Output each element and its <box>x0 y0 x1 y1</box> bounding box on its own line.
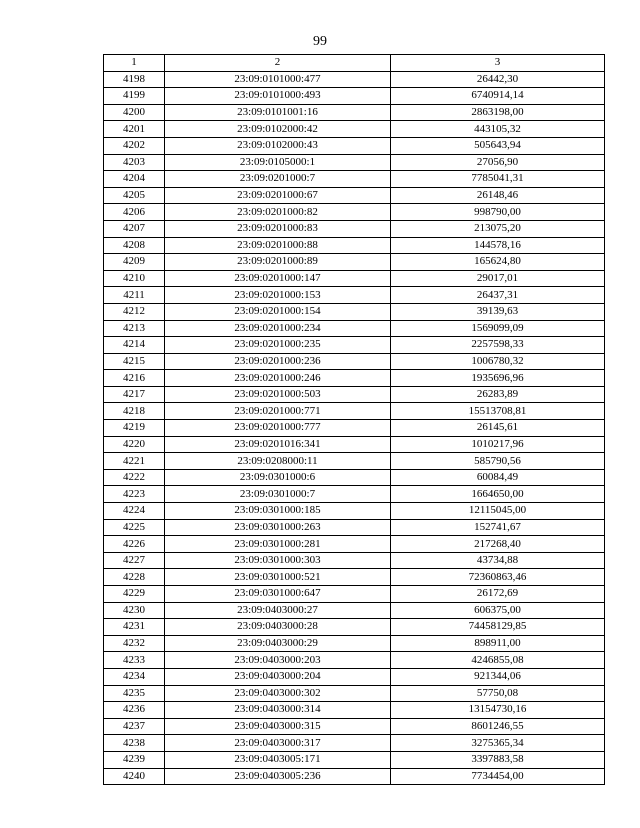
cadastral-number-cell: 23:09:0403000:314 <box>165 702 391 719</box>
cadastral-value-cell: 921344,06 <box>391 668 605 685</box>
cadastral-value-cell: 606375,00 <box>391 602 605 619</box>
cadastral-value-cell: 3397883,58 <box>391 751 605 768</box>
cadastral-value-cell: 152741,67 <box>391 519 605 536</box>
table-row <box>104 635 605 652</box>
row-number-cell: 4218 <box>104 403 165 420</box>
cadastral-number-cell: 23:09:0403005:236 <box>165 768 391 785</box>
cadastral-value-cell: 7734454,00 <box>391 768 605 785</box>
cadastral-number-cell: 23:09:0201000:235 <box>165 337 391 354</box>
table-row <box>104 486 605 503</box>
table-row <box>104 187 605 204</box>
row-number-cell: 4228 <box>104 569 165 586</box>
row-number-cell: 4233 <box>104 652 165 669</box>
cadastral-value-cell: 6740914,14 <box>391 88 605 105</box>
cadastral-value-cell: 217268,40 <box>391 536 605 553</box>
table-row <box>104 370 605 387</box>
row-number-cell: 4230 <box>104 602 165 619</box>
table-row <box>104 204 605 221</box>
cadastral-value-cell: 26148,46 <box>391 187 605 204</box>
cadastral-number-cell: 23:09:0301000:521 <box>165 569 391 586</box>
table-row <box>104 403 605 420</box>
cadastral-value-cell: 74458129,85 <box>391 619 605 636</box>
cadastral-number-cell: 23:09:0403000:27 <box>165 602 391 619</box>
table-row <box>104 220 605 237</box>
row-number-cell: 4212 <box>104 303 165 320</box>
row-number-cell: 4209 <box>104 254 165 271</box>
table-body <box>104 71 605 785</box>
row-number-cell: 4232 <box>104 635 165 652</box>
table-row <box>104 320 605 337</box>
cadastral-number-cell: 23:09:0201016:341 <box>165 436 391 453</box>
table-row <box>104 154 605 171</box>
row-number-cell: 4238 <box>104 735 165 752</box>
row-number-cell: 4202 <box>104 137 165 154</box>
row-number-cell: 4201 <box>104 121 165 138</box>
row-number-cell: 4229 <box>104 586 165 603</box>
table-row <box>104 420 605 437</box>
cadastral-value-cell: 26437,31 <box>391 287 605 304</box>
cadastral-value-cell: 60084,49 <box>391 469 605 486</box>
cadastral-number-cell: 23:09:0403005:171 <box>165 751 391 768</box>
cadastral-number-cell: 23:09:0201000:82 <box>165 204 391 221</box>
table-row <box>104 436 605 453</box>
cadastral-value-cell: 4246855,08 <box>391 652 605 669</box>
column-header-2: 2 <box>165 55 391 72</box>
cadastral-value-cell: 26283,89 <box>391 386 605 403</box>
row-number-cell: 4198 <box>104 71 165 88</box>
table-row <box>104 254 605 271</box>
cadastral-value-cell: 585790,56 <box>391 453 605 470</box>
table-row <box>104 552 605 569</box>
cadastral-value-cell: 27056,90 <box>391 154 605 171</box>
row-number-cell: 4240 <box>104 768 165 785</box>
row-number-cell: 4203 <box>104 154 165 171</box>
cadastral-value-cell: 505643,94 <box>391 137 605 154</box>
cadastral-value-cell: 43734,88 <box>391 552 605 569</box>
cadastral-number-cell: 23:09:0201000:7 <box>165 171 391 188</box>
row-number-cell: 4227 <box>104 552 165 569</box>
table-row <box>104 619 605 636</box>
cadastral-value-cell: 7785041,31 <box>391 171 605 188</box>
row-number-cell: 4226 <box>104 536 165 553</box>
cadastral-number-cell: 23:09:0101000:493 <box>165 88 391 105</box>
cadastral-number-cell: 23:09:0301000:7 <box>165 486 391 503</box>
cadastral-number-cell: 23:09:0102000:43 <box>165 137 391 154</box>
cadastral-value-cell: 1569099,09 <box>391 320 605 337</box>
cadastral-value-table <box>103 54 605 785</box>
row-number-cell: 4217 <box>104 386 165 403</box>
table-row <box>104 519 605 536</box>
row-number-cell: 4204 <box>104 171 165 188</box>
table-row <box>104 104 605 121</box>
cadastral-value-cell: 1935696,96 <box>391 370 605 387</box>
table-row <box>104 685 605 702</box>
cadastral-value-cell: 15513708,81 <box>391 403 605 420</box>
table-row <box>104 718 605 735</box>
table-row <box>104 453 605 470</box>
table-row <box>104 386 605 403</box>
cadastral-number-cell: 23:09:0201000:236 <box>165 353 391 370</box>
row-number-cell: 4236 <box>104 702 165 719</box>
table-row <box>104 337 605 354</box>
row-number-cell: 4206 <box>104 204 165 221</box>
cadastral-number-cell: 23:09:0301000:303 <box>165 552 391 569</box>
cadastral-number-cell: 23:09:0201000:88 <box>165 237 391 254</box>
cadastral-number-cell: 23:09:0403000:29 <box>165 635 391 652</box>
cadastral-number-cell: 23:09:0201000:67 <box>165 187 391 204</box>
table-row <box>104 503 605 520</box>
cadastral-number-cell: 23:09:0301000:6 <box>165 469 391 486</box>
column-header-1: 1 <box>104 55 165 72</box>
cadastral-value-cell: 13154730,16 <box>391 702 605 719</box>
cadastral-value-cell: 898911,00 <box>391 635 605 652</box>
table-row <box>104 569 605 586</box>
table-row <box>104 137 605 154</box>
row-number-cell: 4221 <box>104 453 165 470</box>
table-header <box>104 55 605 72</box>
cadastral-value-cell: 12115045,00 <box>391 503 605 520</box>
row-number-cell: 4205 <box>104 187 165 204</box>
cadastral-number-cell: 23:09:0201000:89 <box>165 254 391 271</box>
table-row <box>104 469 605 486</box>
cadastral-value-cell: 1010217,96 <box>391 436 605 453</box>
cadastral-number-cell: 23:09:0201000:83 <box>165 220 391 237</box>
cadastral-value-cell: 1664650,00 <box>391 486 605 503</box>
table-row <box>104 668 605 685</box>
cadastral-value-cell: 2863198,00 <box>391 104 605 121</box>
row-number-cell: 4235 <box>104 685 165 702</box>
cadastral-number-cell: 23:09:0201000:771 <box>165 403 391 420</box>
row-number-cell: 4208 <box>104 237 165 254</box>
column-header-3: 3 <box>391 55 605 72</box>
cadastral-value-cell: 1006780,32 <box>391 353 605 370</box>
cadastral-number-cell: 23:09:0301000:263 <box>165 519 391 536</box>
cadastral-value-cell: 165624,80 <box>391 254 605 271</box>
table-row <box>104 270 605 287</box>
cadastral-value-cell: 26172,69 <box>391 586 605 603</box>
table-row <box>104 121 605 138</box>
table-row <box>104 88 605 105</box>
cadastral-value-cell: 26442,30 <box>391 71 605 88</box>
row-number-cell: 4224 <box>104 503 165 520</box>
row-number-cell: 4211 <box>104 287 165 304</box>
cadastral-number-cell: 23:09:0403000:28 <box>165 619 391 636</box>
table-row <box>104 702 605 719</box>
cadastral-number-cell: 23:09:0208000:11 <box>165 453 391 470</box>
table-row <box>104 353 605 370</box>
cadastral-value-cell: 29017,01 <box>391 270 605 287</box>
table-row <box>104 735 605 752</box>
row-number-cell: 4239 <box>104 751 165 768</box>
row-number-cell: 4200 <box>104 104 165 121</box>
table-row <box>104 171 605 188</box>
row-number-cell: 4215 <box>104 353 165 370</box>
cadastral-number-cell: 23:09:0301000:281 <box>165 536 391 553</box>
cadastral-value-cell: 998790,00 <box>391 204 605 221</box>
table-row <box>104 768 605 785</box>
cadastral-value-cell: 26145,61 <box>391 420 605 437</box>
table-row <box>104 303 605 320</box>
row-number-cell: 4216 <box>104 370 165 387</box>
table-row <box>104 751 605 768</box>
cadastral-number-cell: 23:09:0201000:154 <box>165 303 391 320</box>
row-number-cell: 4222 <box>104 469 165 486</box>
cadastral-value-cell: 2257598,33 <box>391 337 605 354</box>
table-row <box>104 586 605 603</box>
cadastral-number-cell: 23:09:0101000:477 <box>165 71 391 88</box>
cadastral-value-cell: 57750,08 <box>391 685 605 702</box>
cadastral-value-cell: 39139,63 <box>391 303 605 320</box>
row-number-cell: 4207 <box>104 220 165 237</box>
row-number-cell: 4234 <box>104 668 165 685</box>
row-number-cell: 4231 <box>104 619 165 636</box>
cadastral-value-cell: 8601246,55 <box>391 718 605 735</box>
cadastral-value-cell: 72360863,46 <box>391 569 605 586</box>
cadastral-number-cell: 23:09:0301000:647 <box>165 586 391 603</box>
row-number-cell: 4223 <box>104 486 165 503</box>
header-row <box>104 55 605 72</box>
cadastral-number-cell: 23:09:0201000:147 <box>165 270 391 287</box>
row-number-cell: 4210 <box>104 270 165 287</box>
row-number-cell: 4237 <box>104 718 165 735</box>
cadastral-number-cell: 23:09:0403000:302 <box>165 685 391 702</box>
cadastral-number-cell: 23:09:0201000:777 <box>165 420 391 437</box>
row-number-cell: 4214 <box>104 337 165 354</box>
cadastral-number-cell: 23:09:0403000:317 <box>165 735 391 752</box>
cadastral-number-cell: 23:09:0101001:16 <box>165 104 391 121</box>
table-row <box>104 237 605 254</box>
cadastral-number-cell: 23:09:0105000:1 <box>165 154 391 171</box>
table-row <box>104 71 605 88</box>
cadastral-number-cell: 23:09:0403000:315 <box>165 718 391 735</box>
cadastral-number-cell: 23:09:0102000:42 <box>165 121 391 138</box>
cadastral-value-cell: 144578,16 <box>391 237 605 254</box>
row-number-cell: 4220 <box>104 436 165 453</box>
table-row <box>104 602 605 619</box>
row-number-cell: 4219 <box>104 420 165 437</box>
cadastral-value-cell: 3275365,34 <box>391 735 605 752</box>
cadastral-number-cell: 23:09:0201000:153 <box>165 287 391 304</box>
page-number: 99 <box>313 34 327 49</box>
cadastral-number-cell: 23:09:0403000:203 <box>165 652 391 669</box>
cadastral-number-cell: 23:09:0301000:185 <box>165 503 391 520</box>
row-number-cell: 4225 <box>104 519 165 536</box>
row-number-cell: 4213 <box>104 320 165 337</box>
cadastral-number-cell: 23:09:0201000:234 <box>165 320 391 337</box>
table-row <box>104 652 605 669</box>
table-row <box>104 536 605 553</box>
row-number-cell: 4199 <box>104 88 165 105</box>
cadastral-number-cell: 23:09:0201000:503 <box>165 386 391 403</box>
cadastral-value-cell: 213075,20 <box>391 220 605 237</box>
cadastral-number-cell: 23:09:0403000:204 <box>165 668 391 685</box>
cadastral-number-cell: 23:09:0201000:246 <box>165 370 391 387</box>
cadastral-value-cell: 443105,32 <box>391 121 605 138</box>
table-row <box>104 287 605 304</box>
